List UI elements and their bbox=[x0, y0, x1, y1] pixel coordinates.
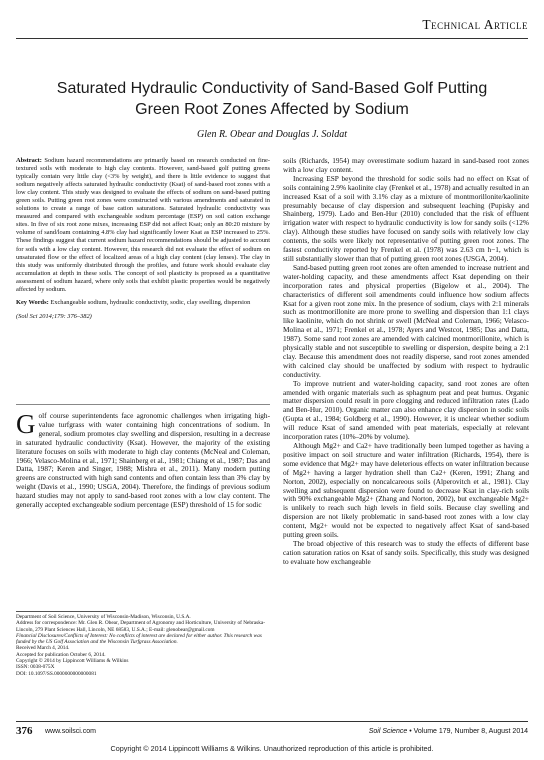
footnote-correspondence: Address for correspondence: Mr. Glen R. Obear, Department of Agronomy and Horticulture, University of Nebraska-Lincoln, 279 Plant Sciences Hall, Lincoln, NE 68583, U.S.A.; E-mail: glenobear@gmail.com bbox=[16, 620, 265, 633]
article-title: Saturated Hydraulic Conductivity of Sand-Based Golf Putting Green Root Zones Affected by Sodium bbox=[56, 80, 488, 118]
right-paragraph: Sand-based putting green root zones are often amended to increase nutrient and water-holding capacity, and these amendments affect Ksat depending on their incorporation rates and physical properties (Bigelow et al., 2004). The characteristics of different soil amendments could influence how sodium affects Ksat for a given root zone mix. In the presence of sodium, clays with 2:1 minerals such as montmorillonite are more prone to swelling and dispersion than 1:1 clays like kaolinite, which do not shrink or swell (McNeal and Coleman, 1966; Velasco-Molina et al., 1971; Frenkel et al., 1978; Ayers and Westcot, 1985; Das and Datta, 1987). Some sand root zones are amended with calcined montmorillonite, which is physically stable and not susceptible to swelling or dispersion, despite being a 2:1 clay. Because this amendment does not readily disperse, sand root zones amended with calcined clay should be unaffected by sodium with respect to hydraulic conductivity. bbox=[283, 262, 529, 379]
right-column bbox=[283, 157, 529, 567]
header-divider bbox=[16, 38, 528, 39]
keywords-paragraph bbox=[16, 299, 270, 307]
footer-divider bbox=[16, 721, 528, 722]
footnote-received: Received March 4, 2014. bbox=[16, 645, 70, 652]
keywords-label: Key Words: bbox=[16, 298, 49, 306]
footnote-divider bbox=[16, 611, 116, 612]
abstract-block bbox=[16, 157, 270, 321]
citation-line: (Soil Sci 2014;179: 376–382) bbox=[16, 312, 92, 320]
right-paragraph: Increasing ESP beyond the threshold for sodic soils had no effect on Ksat of soils containing 2.9% kaolinite clay (Frenkel et al., 1978) and actually resulted in an increased Ksat of a soil with 3.1% clay as a mixture of montmorillonite/kaolinite presumably because of clay dispersion and subsequent leaching (Pupisky and Shainberg, 1979). Lado and Ben-Hur (2010) concluded that the risk of effluent irrigation water with respect to hydraulic conductivity is low for sandy soils (<12% clay). Although these studies have focused on sandy soils with relatively low clay contents, the soils were likely not representative of putting green root zones. The fastest conductivity reported by Frenkel et al. (1978) was 2.63 cm h−1, which is still substantially slower than that of putting green root zones (USGA, 2004). bbox=[283, 173, 529, 263]
article-authors: Glen R. Obear and Douglas J. Soldat bbox=[197, 129, 347, 140]
journal-volume: • Volume 179, Number 8, August 2014 bbox=[409, 728, 528, 735]
abstract-paragraph bbox=[16, 157, 270, 294]
keywords-text: Exchangeable sodium, hydraulic conductivity, sodic, clay swelling, dispersion bbox=[50, 298, 251, 306]
footnote-accepted: Accepted for publication October 6, 2014. bbox=[16, 651, 106, 658]
right-paragraph: To improve nutrient and water-holding capacity, sand root zones are often amended with organic materials such as sphagnum peat and peat humus. Organic matter dispersion could result in pore clogging and reduced infiltration rates (Lado and Ben-Hur, 2010). Organic matter can also enhance clay dispersion in sodic soils (Gupta et al., 1984; Goldberg et al., 1990). However, it is unclear whether sodium will reduce Ksat of sand amended with peat materials, especially at relevant incorporation rates (10%–20% by volume). bbox=[283, 378, 529, 442]
copyright-notice: Copyright © 2014 Lippincott Williams & Wilkins. Unauthorized reproduction of this article is prohibited. bbox=[110, 744, 434, 753]
section-label: Technical Article bbox=[422, 17, 528, 32]
intro-block bbox=[16, 409, 270, 510]
journal-info bbox=[369, 728, 528, 735]
footnote-issn: ISSN: 0038-075X bbox=[16, 664, 55, 671]
abstract-label: Abstract: bbox=[16, 157, 42, 164]
journal-name: Soil Science bbox=[368, 728, 408, 735]
footnote-copyright: Copyright © 2014 by Lippincott Williams & Wilkins bbox=[16, 658, 129, 665]
footnotes-block bbox=[16, 614, 270, 677]
drop-cap: G bbox=[16, 409, 36, 439]
right-paragraph: The broad objective of this research was to study the effects of different base cation saturation ratios on Ksat of sandy soils. Specifically, this study was designed to evaluate how exchangeable bbox=[283, 538, 529, 566]
footnote-disclosures: Financial Disclosures/Conflicts of Interest: No conflicts of interest are declared for either author. This research was funded by the US Golf Association and the Wisconsin Turfgrass Association. bbox=[16, 632, 262, 646]
journal-url-link[interactable]: www.soilsci.com bbox=[45, 728, 96, 735]
footnote-doi: DOI: 10.1097/SS.0000000000000081 bbox=[16, 670, 97, 677]
page-number: 376 bbox=[16, 725, 33, 737]
abstract-text: Sodium hazard recommendations are primarily based on research conducted on fine-textured soils with moderate to high clay contents. However, sand-based golf putting greens typically contain very little clay (<3% by weight), and there is little evidence to suggest that sodium negatively affects saturated hydraulic conductivity (Ksat) of sand-based root zones with a low clay content. This study was designed to evaluate the effects of sodium on sand-based putting green soils. Putting green root zones were constructed with various amendments and saturated in solutions to create a range of base cation saturations. Saturated hydraulic conductivity was measured and compared with exchangeable sodium percentage (ESP) on soil cation exchange sites. In five of six root zone mixes, increasing ESP did not affect Ksat; only an 80:20 mixture by volume of sand/loam containing 4.8% clay had significantly lower Ksat as ESP increased to 25%. These findings suggest that current sodium hazard recommendations should be adjusted to account for soils with a low clay content. However, this research did not evaluate the effect of sodium on unsaturated flow or the effect of localized areas of a high clay content (clay lenses). The clay in this study was uniformly distributed through the profiles, and future work should evaluate clay accumulation at depth in these soils. The concept of soil plasticity is proposed as a quantitative assessment of sodium hazard, where only soils that exhibit plastic properties would be negatively affected by sodium. bbox=[16, 157, 270, 293]
intro-text: olf course superintendents face agronomic challenges when irrigating high-value turfgrass with water containing high concentrations of sodium. In general, sodium promotes clay swelling and dispersion, resulting in a decrease in saturated hydraulic conductivity (Ksat). However, the majority of the existing literature focuses on soils with moderate to high clay contents (McNeal and Coleman, 1966; Velasco-Molina et al., 1971; Shainberg et al., 1981; Chiang et al., 1987; Das and Datta, 1987; Keren and Singer, 1988; Mishra et al., 2011). Many modern putting greens are constructed with high sand contents and often contain less than 3% clay by weight (Davis et al., 1990; USGA, 2004). Therefore, the findings of previous sodium hazard studies may not apply to sand-based root zones with a low clay content. The generally accepted exchangeable sodium percentage (ESP) threshold of 15 for sodic bbox=[16, 411, 270, 510]
right-paragraph: soils (Richards, 1954) may overestimate sodium hazard in sand-based root zones with a low clay content. bbox=[283, 156, 529, 174]
abstract-divider bbox=[16, 404, 270, 405]
footnote-affiliation: Department of Soil Science, University of Wisconsin-Madison, Wisconsin, U.S.A. bbox=[16, 614, 191, 620]
right-paragraph: Although Mg2+ and Ca2+ have traditionally been lumped together as having a positive impact on soil structure and water infiltration (Richards, 1954), there is some evidence that Mg2+ may have deleterious effects on water infiltration because of Mg2+ having a larger hydration shell than Ca2+ (Keren, 1991; Zhang and Norton, 2002), especially on noncalcareous soils (Alperovitch et al., 1981). Clay swelling and subsequent dispersion were found to decrease Ksat in clay-rich soils with 90% exchangeable Mg2+ (Zhang and Norton, 2002), but exchangeable Mg2+ is unlikely to reach such high levels in field soils. Because clay swelling and dispersion are not likely problematic in sand-based root zones with a low clay content, Mg2+ would not be expected to negatively affect Ksat of sand-based putting green soils. bbox=[283, 441, 529, 540]
